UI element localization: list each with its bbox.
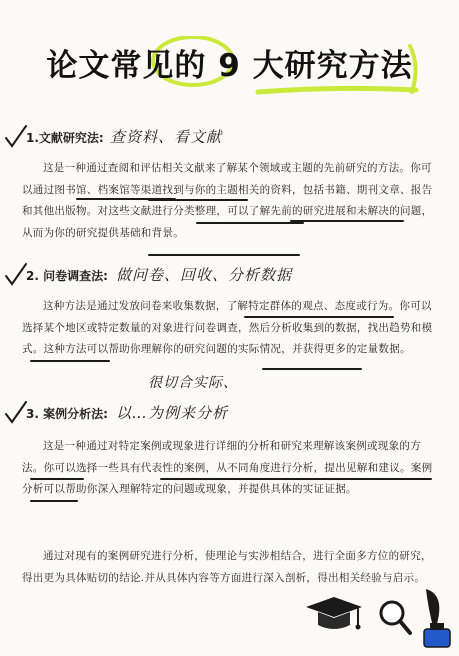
underline [148,254,300,256]
section-3-label: 3. 案例分析法: [26,407,108,421]
underline [30,478,84,480]
checkmark-icon [4,124,28,150]
section-3-heading [4,404,444,426]
section-2-heading [4,266,444,288]
underline [262,368,362,370]
section-1-handnote: 查资料、看文献 [110,128,223,146]
checkmark-icon [4,262,28,288]
section-2-label: 2. 问卷调查法: [26,269,108,283]
section-2-handnote: 做问卷、回收、分析数据 [116,266,293,284]
graduation-cap-icon [306,597,362,630]
underline [290,220,404,222]
underline [196,222,304,224]
underline [30,500,78,502]
title-area [0,36,459,96]
section-2-handnote-extra: 很切合实际、 [148,375,238,391]
underline [148,199,248,201]
decorative-icons [300,585,459,652]
checkmark-icon [4,400,28,426]
section-1-paragraph: 这是一种通过查阅和评估相关文献来了解某个领域或主题的先前研究的方法。你可以通过图书馆、档案馆等渠道找到与你的主题相关的资料，包括书籍、期刊文章、报告和其他出版物。对这些文献进行分类整理，可以了解先前的研究进展和未解决的问题，从而为你的研究提供基础和背景。 [22,162,433,239]
underline [160,478,432,480]
section-3-paragraph: 这是一种通过对特定案例或现象进行详细的分析和研究来理解该案例或现象的方法。你可以选择一些具有代表性的案例，从不同角度进行分析，提出见解和建议。案例分析可以帮助你深入理解特定的问题或现象，并提供具体的实证证据。 [22,440,433,496]
section-3-handnote: 以…为例来分析 [116,404,229,422]
underline [30,360,110,362]
section-1-heading [4,128,444,150]
quill-ink-icon [424,589,450,647]
page-title: 论文常见的 9 大研究方法 [46,48,413,84]
underline [244,316,394,318]
section-2-paragraph: 这种方法是通过发放问卷来收集数据，了解特定群体的观点、态度或行为。你可以选择某个地区或特定数量的对象进行问卷调查，然后分析收集到的数据，找出趋势和模式。这种方法可以帮助你理解你的研究问题的实际情况，并获得更多的定量数据。 [22,300,433,356]
magnifier-icon [381,602,410,633]
closing-paragraph: 通过对现有的案例研究进行分析，使理论与实涉相结合，进行全面多方位的研究，得出更为具体贴切的结论.并从具体内容等方面进行深入剖析，得出相关经验与启示。 [22,550,432,584]
section-1-label: 1.文献研究法: [26,131,104,145]
